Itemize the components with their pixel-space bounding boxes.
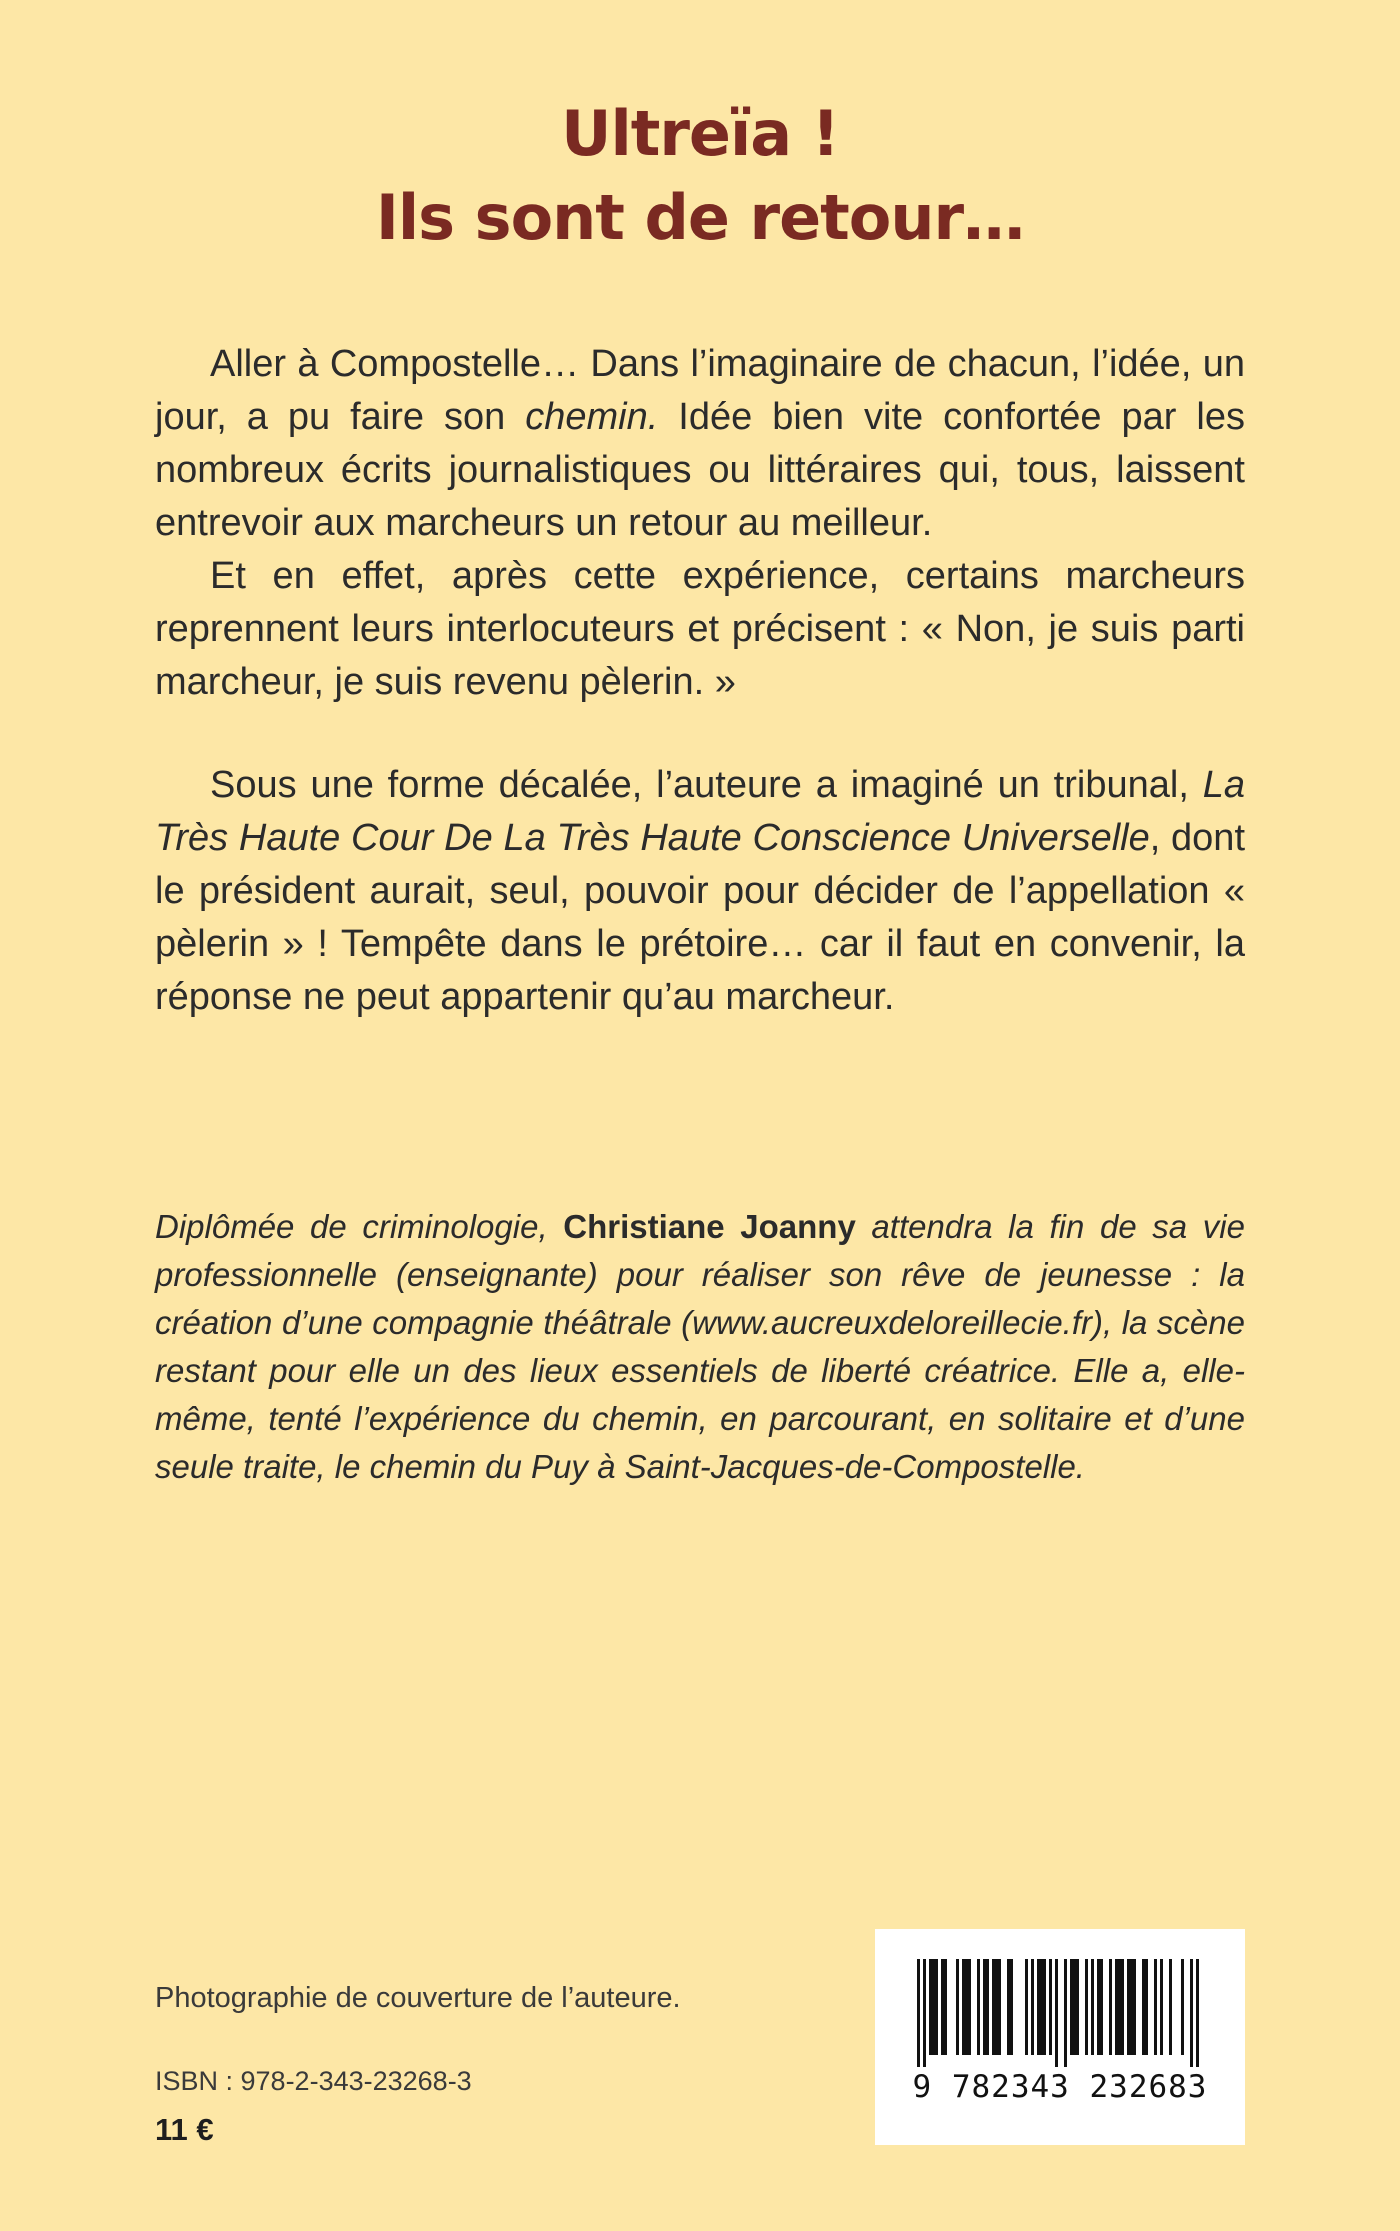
barcode-bar — [1091, 1959, 1094, 2055]
blurb-section-2 — [155, 759, 1245, 1024]
blurb-p1-italic: chemin. — [525, 396, 659, 438]
barcode — [875, 1929, 1245, 2145]
barcode-bar — [1037, 1959, 1046, 2055]
blurb-paragraph-3 — [155, 759, 1245, 1024]
author-bio — [155, 1203, 1245, 1491]
barcode-digits: 9 782343 232683 — [912, 2069, 1208, 2105]
barcode-bar — [1109, 1959, 1112, 2055]
photo-credit: Photographie de couverture de l’auteure. — [155, 1982, 681, 2014]
barcode-bar — [956, 1959, 959, 2055]
barcode-bar — [1169, 1959, 1172, 2055]
barcode-bar — [1055, 1959, 1058, 2067]
barcode-bar — [941, 1959, 947, 2055]
title-line-2: Ils sont de retour… — [375, 181, 1025, 254]
barcode-bar — [1025, 1959, 1028, 2055]
bio-text-after: attendra la fin de sa vie professionnelle (enseignante) pour réaliser son rêve de jeunesse : la création d’une compagnie théâtrale (www.aucreuxdeloreillecie.fr), la scène restant pour elle un des lieux essentiels de liberté créatrice. Elle a, elle-même, tenté l’expérience du chemin, en parcourant, en solitaire et d’une seule traite, le chemin du Puy à Saint-Jacques-de-Compostelle. — [155, 1208, 1245, 1485]
barcode-bar — [1097, 1959, 1103, 2055]
blurb-paragraph-1 — [155, 338, 1245, 550]
author-name: Christiane Joanny — [563, 1208, 856, 1245]
barcode-bar — [1196, 1959, 1199, 2067]
barcode-bar — [1154, 1959, 1157, 2055]
barcode-bar — [1070, 1959, 1079, 2055]
price: 11 € — [155, 2112, 214, 2147]
barcode-bar — [1064, 1959, 1067, 2067]
bio-text-before: Diplômée de criminologie, — [155, 1208, 564, 1245]
blurb-p3-text-b: , dont le président aurait, seul, pouvoir pour décider de l’appellation « pèlerin » ! Tempête dans le prétoire… car il faut en convenir, la réponse ne peut appartenir qu’au marcheur. — [155, 817, 1245, 1018]
blurb-paragraph-2: Et en effet, après cette expérience, certains marcheurs reprennent leurs interlocuteurs et précisent : « Non, je suis parti marcheur, je suis revenu pèlerin. » — [155, 555, 1245, 703]
barcode-bar — [917, 1959, 920, 2067]
barcode-bar — [1115, 1959, 1124, 2055]
barcode-bar — [983, 1959, 989, 2055]
blurb-p3-italic-court: La Très Haute Cour De La Très Haute Conscience Universelle — [155, 764, 1245, 859]
barcode-bar — [1142, 1959, 1148, 2055]
title-line-1: Ultreïa ! — [561, 97, 839, 170]
barcode-bar — [1007, 1959, 1013, 2055]
blurb-section-1 — [155, 338, 1245, 709]
barcode-bar — [1031, 1959, 1034, 2055]
book-title — [0, 92, 1400, 260]
barcode-bar — [992, 1959, 1001, 2055]
isbn-text: ISBN : 978-2-343-23268-3 — [155, 2066, 472, 2096]
blurb-p1-text-a: Aller à Compostelle… Dans l’imaginaire de chacun, l’idée, un jour, a pu faire son — [155, 343, 1245, 438]
barcode-bar — [1085, 1959, 1088, 2055]
barcode-bars — [917, 1959, 1205, 2067]
barcode-bar — [1190, 1959, 1193, 2067]
barcode-bar — [962, 1959, 971, 2055]
barcode-bar — [1160, 1959, 1163, 2055]
barcode-bar — [1181, 1959, 1184, 2055]
blurb-p1-text-b: Idée bien vite confortée par les nombreux écrits journalistiques ou littéraires qui, tous, laissent entrevoir aux marcheurs un retour au meilleur. — [155, 396, 1245, 544]
barcode-bar — [1049, 1959, 1052, 2055]
barcode-bar — [1127, 1959, 1136, 2055]
barcode-bar — [923, 1959, 926, 2067]
barcode-bar — [977, 1959, 980, 2055]
barcode-bar — [929, 1959, 938, 2055]
blurb-p3-text-a: Sous une forme décalée, l’auteure a imaginé un tribunal, — [210, 764, 1203, 806]
